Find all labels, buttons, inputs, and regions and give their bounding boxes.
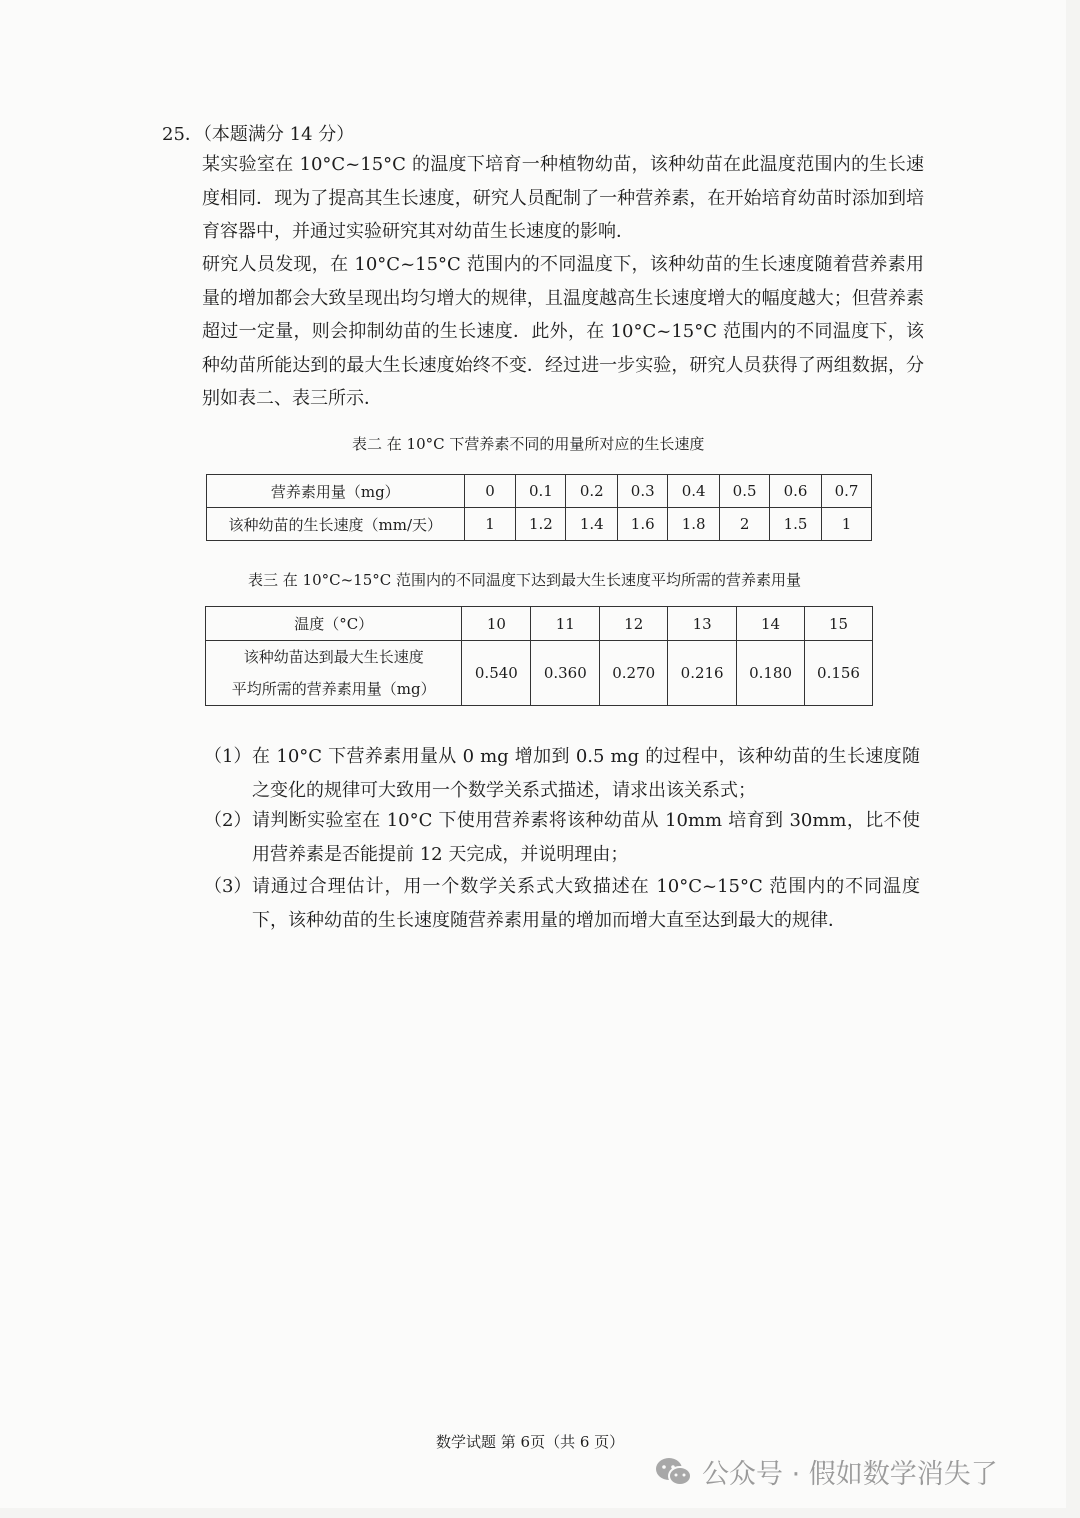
table2-cell: 1 bbox=[464, 508, 516, 541]
table2-cell: 0.2 bbox=[566, 475, 618, 508]
table3-cell: 13 bbox=[668, 607, 737, 641]
table3-row1-label: 温度（°C） bbox=[206, 607, 462, 641]
wechat-icon bbox=[654, 1456, 694, 1488]
subquestion-text: 请通过合理估计，用一个数学关系式大致描述在 10°C~15°C 范围内的不同温度下，该种幼苗的生长速度随营养素用量的增加而增大直至达到最大的规律． bbox=[252, 876, 920, 931]
table3-cell: 11 bbox=[531, 607, 600, 641]
table2-cell: 0 bbox=[464, 475, 516, 508]
table3-row-amount bbox=[206, 641, 873, 706]
table2-cell: 1.6 bbox=[618, 508, 668, 541]
table2-cell: 0.4 bbox=[668, 475, 720, 508]
table2-cell: 1.2 bbox=[516, 508, 566, 541]
subquestion-text: 请判断实验室在 10°C 下使用营养素将该种幼苗从 10mm 培育到 30mm，比不使用营养素是否能提前 12 天完成，并说明理由； bbox=[252, 810, 920, 865]
table3-cell: 14 bbox=[737, 607, 805, 641]
table3-row-temp bbox=[206, 607, 873, 641]
table3 bbox=[205, 606, 873, 706]
table3-cell: 0.180 bbox=[737, 641, 805, 706]
table3-cell: 0.156 bbox=[805, 641, 873, 706]
table2-row-amount bbox=[207, 475, 872, 508]
table3-row2-label bbox=[206, 641, 462, 706]
question-paragraph-2: 研究人员发现，在 10°C~15°C 范围内的不同温度下，该种幼苗的生长速度随着营养素用量的增加都会大致呈现出均匀增大的规律，且温度越高生长速度增大的幅度越大；但营养素超过一定量，则会抑制幼苗的生长速度．此外，在 10°C~15°C 范围内的不同温度下，该种幼苗所能达到的最大生长速度始终不变．经过进一步实验，研究人员获得了两组数据，分别如表二、表三所示． bbox=[202, 254, 924, 409]
table2-cell: 1.5 bbox=[770, 508, 822, 541]
table2-cell: 0.1 bbox=[516, 475, 566, 508]
table3-cell: 0.270 bbox=[600, 641, 668, 706]
subquestion-number: （1） bbox=[204, 746, 252, 767]
table3-cell: 0.360 bbox=[531, 641, 600, 706]
table3-row2-label-line1: 该种幼苗达到最大生长速度 bbox=[243, 648, 424, 666]
subquestion-number: （2） bbox=[204, 810, 252, 831]
table2-caption: 表二 在 10°C 下营养素不同的用量所对应的生长速度 bbox=[352, 435, 705, 453]
table3-cell: 0.540 bbox=[462, 641, 531, 706]
table2-row-speed bbox=[207, 508, 872, 541]
question-paragraph-1: 某实验室在 10°C~15°C 的温度下培育一种植物幼苗，该种幼苗在此温度范围内的生长速度相同．现为了提高其生长速度，研究人员配制了一种营养素，在开始培育幼苗时添加到培育容器中，并通过实验研究其对幼苗生长速度的影响． bbox=[202, 154, 924, 242]
question-header: 25．（本题满分 14 分） bbox=[162, 124, 355, 145]
table3-cell: 0.216 bbox=[668, 641, 737, 706]
table2-cell: 2 bbox=[720, 508, 770, 541]
table2-row1-label: 营养素用量（mg） bbox=[207, 475, 465, 508]
table2-row2-label: 该种幼苗的生长速度（mm/天） bbox=[207, 508, 465, 541]
table2-cell: 0.7 bbox=[821, 475, 871, 508]
table2 bbox=[206, 474, 872, 541]
subquestion-number: （3） bbox=[204, 876, 252, 897]
subquestion-text: 在 10°C 下营养素用量从 0 mg 增加到 0.5 mg 的过程中，该种幼苗的生长速度随之变化的规律可大致用一个数学关系式描述，请求出该关系式； bbox=[252, 746, 920, 801]
table2-cell: 1 bbox=[821, 508, 871, 541]
watermark bbox=[654, 1452, 998, 1491]
table2-cell: 1.4 bbox=[566, 508, 618, 541]
table3-cell: 12 bbox=[600, 607, 668, 641]
table3-row2-label-line2: 平均所需的营养素用量（mg） bbox=[231, 680, 436, 698]
table2-cell: 0.6 bbox=[770, 475, 822, 508]
page-footer: 数学试题 第 6页（共 6 页） bbox=[436, 1433, 625, 1451]
table2-cell: 1.8 bbox=[668, 508, 720, 541]
table3-cell: 15 bbox=[805, 607, 873, 641]
table2-cell: 0.3 bbox=[618, 475, 668, 508]
table3-caption: 表三 在 10°C~15°C 范围内的不同温度下达到最大生长速度平均所需的营养素用量 bbox=[248, 571, 802, 589]
watermark-text: 公众号 · 假如数学消失了 bbox=[702, 1459, 998, 1490]
table3-cell: 10 bbox=[462, 607, 531, 641]
table2-cell: 0.5 bbox=[720, 475, 770, 508]
